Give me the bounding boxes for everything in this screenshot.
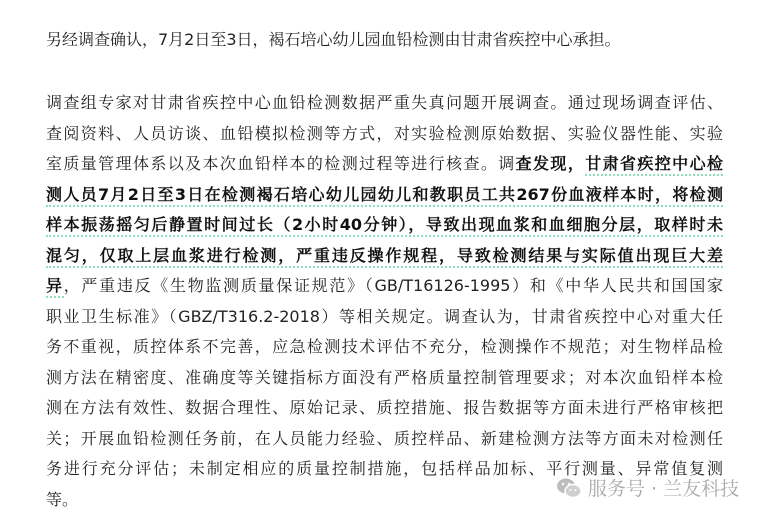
text-run: 测在方法有效性、数据合理性、原始记录、质控措施、报告数据等方面未进行严格审核把 xyxy=(46,398,723,417)
emphasized-text-run: 甘肃省疾控中心检 xyxy=(585,154,723,176)
emphasized-text-run: 混匀，仅取上层血浆进行检测，严重违反操作规程，导致检测结果与实际值出现巨大差 xyxy=(46,246,723,268)
text-run: ，严重违反《生物监测质量保证规范》（GB/T16126-1995）和《中华人民共和国国家 xyxy=(63,276,723,295)
text-run: 调查组专家对甘肃省疾控中心血铅检测数据严重失真问题开展调查。通过现场调查评估、 xyxy=(46,93,723,112)
text-line xyxy=(46,424,723,455)
emphasized-text-run: 异 xyxy=(46,276,64,298)
text-line xyxy=(46,271,723,302)
emphasized-text-run: 测人员7月2日至3日在检测褐石培心幼儿园幼儿和教职员工共267份血液样本时，将检测 xyxy=(46,185,723,207)
text-line xyxy=(46,88,723,119)
wechat-icon xyxy=(556,477,582,499)
watermark-text: 服务号 · 兰友科技 xyxy=(588,478,740,500)
investigation-paragraph xyxy=(46,88,723,515)
text-run: 职业卫生标准》（GBZ/T316.2-2018）等相关规定。调查认为，甘肃省疾控中心对重大任 xyxy=(46,306,723,326)
emphasized-text-run: 查发现， xyxy=(515,154,586,173)
watermark xyxy=(556,474,739,501)
text-run: 室质量管理体系以及本次血铅样本的检测过程等进行核查。调 xyxy=(46,154,516,173)
text-line xyxy=(46,180,723,211)
text-line xyxy=(46,119,723,150)
intro-paragraph: 另经调查确认，7月2日至3日，褐石培心幼儿园血铅检测由甘肃省疾控中心承担。 xyxy=(46,30,621,49)
text-line xyxy=(46,363,723,394)
text-run: 等。 xyxy=(46,489,79,509)
text-run: 务不重视，质控体系不完善，应急检测技术评估不充分，检测操作不规范；对生物样品检 xyxy=(46,337,723,356)
text-run: 查阅资料、人员访谈、血铅模拟检测等方式，对实验检测原始数据、实验仪器性能、实验 xyxy=(46,123,723,143)
text-line xyxy=(46,393,723,424)
emphasized-text-run: 样本振荡摇匀后静置时间过长（2小时40分钟），导致出现血浆和血细胞分层，取样时未 xyxy=(46,215,723,237)
text-run: 关；开展血铅检测任务前，在人员能力经验、质控样品、新建检测方法等方面未对检测任 xyxy=(46,428,723,448)
text-run: 务进行充分评估；未制定相应的质量控制措施，包括样品加标、平行测量、异常值复测 xyxy=(46,459,723,478)
text-run: 测方法在精密度、准确度等关键指标方面没有严格质量控制管理要求；对本次血铅样本检 xyxy=(46,367,723,387)
text-line xyxy=(46,149,723,180)
text-line xyxy=(46,302,723,333)
text-line xyxy=(46,241,723,272)
text-line xyxy=(46,332,723,363)
text-line xyxy=(46,210,723,241)
